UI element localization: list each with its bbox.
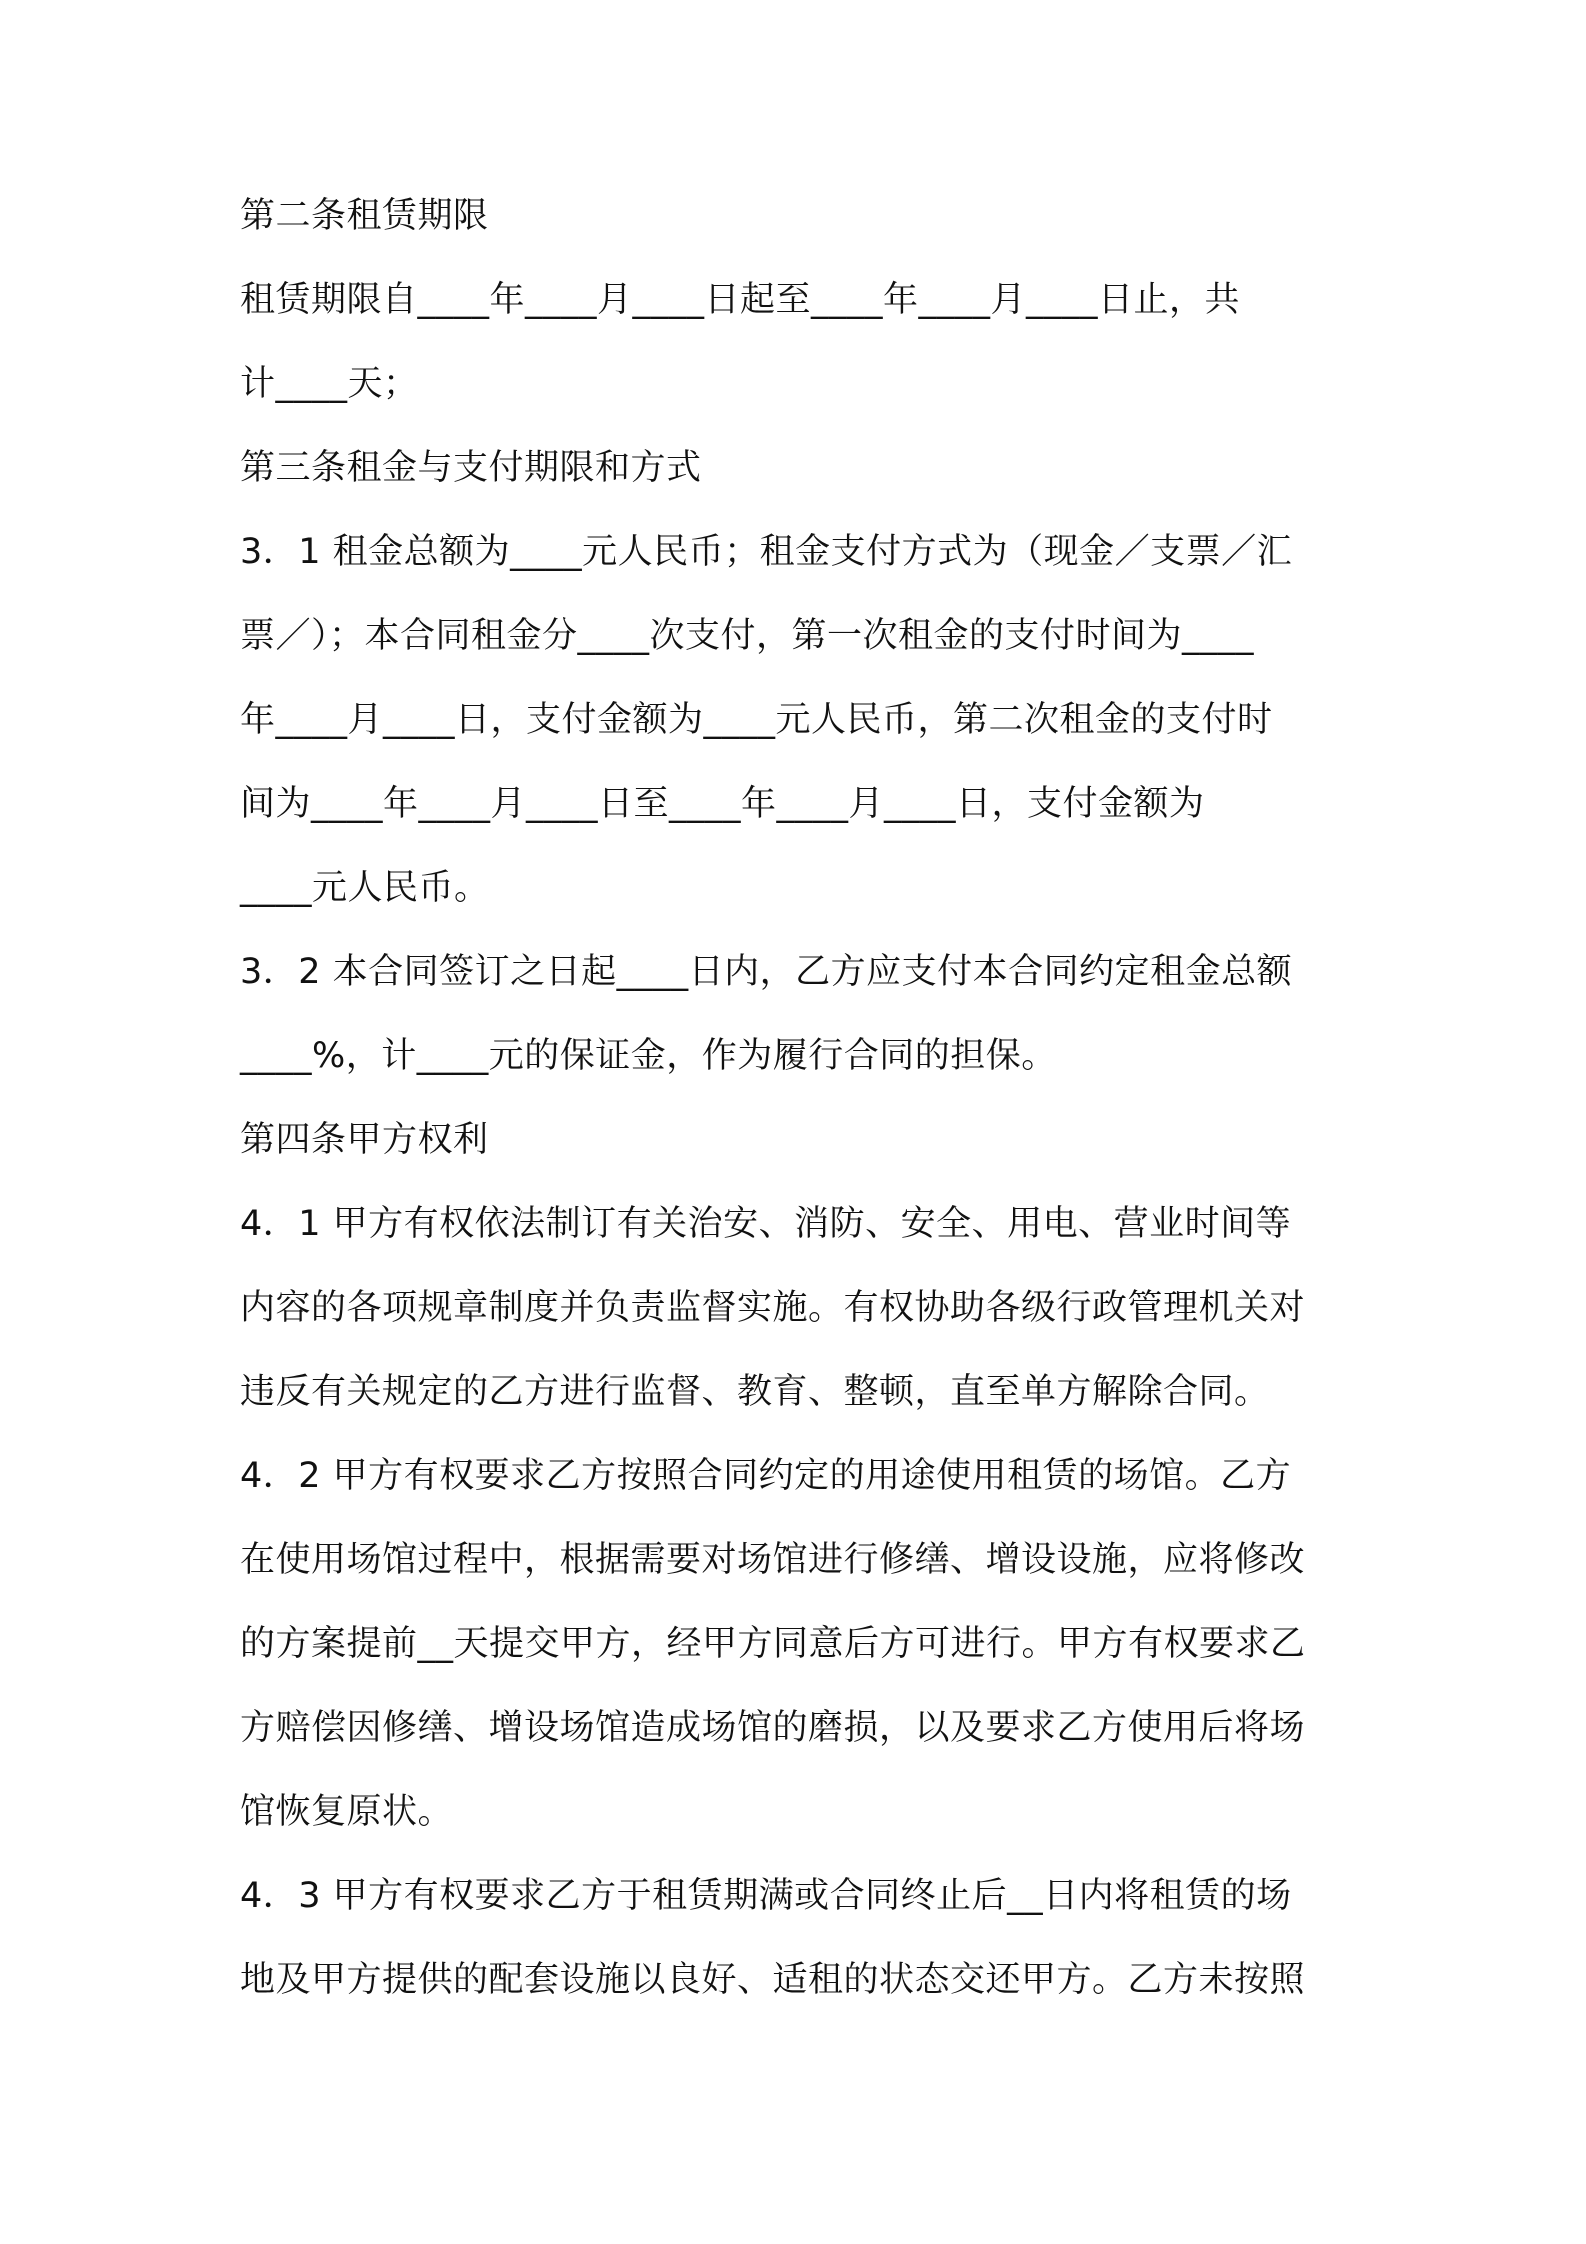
clause-3-1-line-4: 间为____年____月____日至____年____月____日，支付金额为 bbox=[240, 784, 1205, 824]
article-2-text-line-2: 计____天； bbox=[240, 364, 419, 404]
article-2-heading: 第二条租赁期限 bbox=[240, 196, 489, 236]
clause-4-2-line-3: 的方案提前__天提交甲方，经甲方同意后方可进行。甲方有权要求乙 bbox=[240, 1624, 1306, 1664]
clause-4-2-line-1: 4．2 甲方有权要求乙方按照合同约定的用途使用租赁的场馆。乙方 bbox=[240, 1456, 1292, 1496]
article-2-text-line-1: 租赁期限自____年____月____日起至____年____月____日止，共 bbox=[240, 280, 1241, 320]
article-3-heading: 第三条租金与支付期限和方式 bbox=[240, 448, 702, 488]
clause-4-2-line-4: 方赔偿因修缮、增设场馆造成场馆的磨损，以及要求乙方使用后将场 bbox=[240, 1708, 1306, 1748]
clause-4-1-line-3: 违反有关规定的乙方进行监督、教育、整顿，直至单方解除合同。 bbox=[240, 1372, 1270, 1412]
document-page bbox=[240, 192, 1360, 2040]
clause-4-3-line-1: 4．3 甲方有权要求乙方于租赁期满或合同终止后__日内将租赁的场 bbox=[240, 1876, 1292, 1916]
clause-3-2-line-2: ____%，计____元的保证金，作为履行合同的担保。 bbox=[240, 1036, 1057, 1076]
clause-3-1-line-1: 3．1 租金总额为____元人民币；租金支付方式为（现金／支票／汇 bbox=[240, 532, 1293, 572]
clause-4-2-line-2: 在使用场馆过程中，根据需要对场馆进行修缮、增设设施，应将修改 bbox=[240, 1540, 1306, 1580]
clause-3-1-line-5: ____元人民币。 bbox=[240, 868, 490, 908]
clause-4-1-line-2: 内容的各项规章制度并负责监督实施。有权协助各级行政管理机关对 bbox=[240, 1288, 1306, 1328]
clause-4-2-line-5: 馆恢复原状。 bbox=[240, 1792, 454, 1832]
clause-4-1-line-1: 4．1 甲方有权依法制订有关治安、消防、安全、用电、营业时间等 bbox=[240, 1204, 1292, 1244]
article-4-heading: 第四条甲方权利 bbox=[240, 1120, 489, 1160]
clause-3-1-line-3: 年____月____日，支付金额为____元人民币，第二次租金的支付时 bbox=[240, 700, 1273, 740]
clause-3-2-line-1: 3．2 本合同签订之日起____日内，乙方应支付本合同约定租金总额 bbox=[240, 952, 1293, 992]
clause-4-3-line-2: 地及甲方提供的配套设施以良好、适租的状态交还甲方。乙方未按照 bbox=[240, 1960, 1306, 2000]
clause-3-1-line-2: 票／）；本合同租金分____次支付，第一次租金的支付时间为____ bbox=[240, 616, 1255, 656]
